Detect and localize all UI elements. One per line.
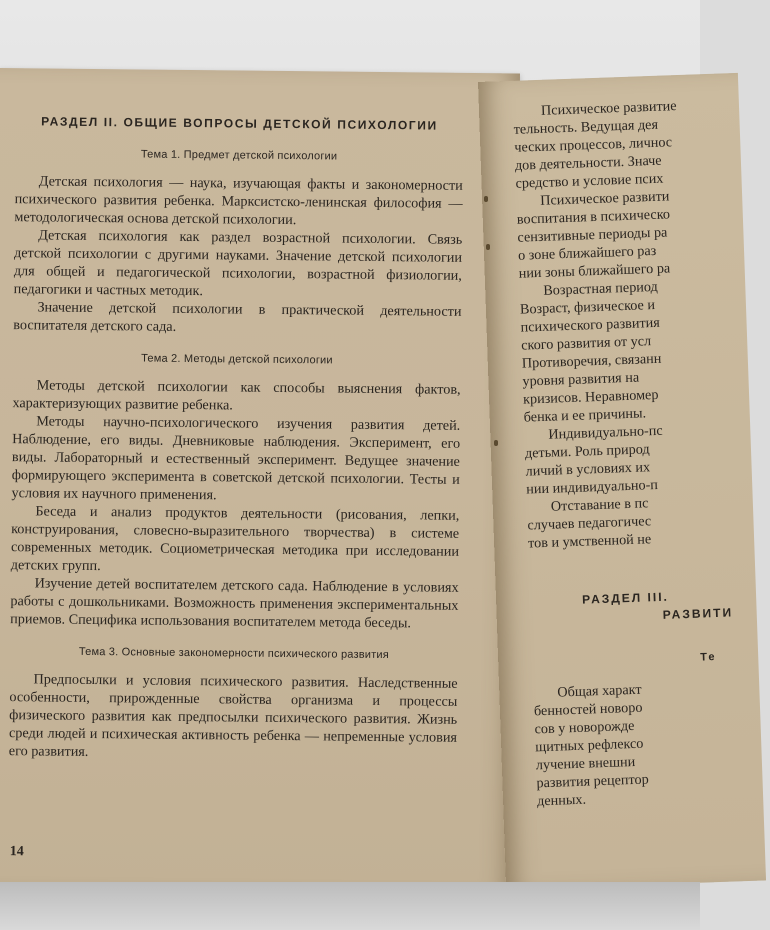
right-line: Противоречия, связанн xyxy=(521,350,662,372)
topic2-title: Тема 2. Методы детской психологии xyxy=(141,352,333,367)
topic2-paragraph: Методы научно-психологического изучения развития детей. Наблюдение, его виды. Дневниковые наблюдения. Эксперимент, его виды. Лабораторный и естественный эксперимент. Ведущее значение формирующего эксперимента в советской детской психологии. Тесты и условия их научного применения. xyxy=(11,413,461,504)
right-line: Индивидуально-пс xyxy=(548,422,663,443)
right-line: личий в условиях их xyxy=(525,459,651,480)
left-page xyxy=(0,68,520,895)
topic3-paragraph: Предпосылки и условия психического развития. Наследственные особенности, прирожденные свойства организма и процессы физического развития как предпосылки психического развития. Жизнь среди людей и психическая активность ребенка — непременные условия его развития. xyxy=(8,671,458,760)
binding-stitch xyxy=(494,440,498,446)
right-line: Общая характ xyxy=(557,681,642,701)
topic2-paragraph: Беседа и анализ продуктов деятельности (рисования, лепки, конструирования, словесно-выразительного творчества) в системе современных методик. Социометрическая методика при исследовании детских групп. xyxy=(10,503,460,575)
right-line: тов и умственной не xyxy=(527,531,652,552)
right-line: дов деятельности. Значе xyxy=(514,152,662,174)
page-number: 14 xyxy=(9,844,24,860)
topic1-paragraph: Детская психология как раздел возрастной психологии. Связь детской психологии с другими науками. Значение детской психологии для общей и педагогической психологии, возрастной физиологии, педагогики и частных методик. xyxy=(13,227,463,300)
binding-stitch xyxy=(486,244,490,250)
table-surface xyxy=(0,882,700,930)
right-line: Психическое развити xyxy=(539,188,670,209)
right-line: ческих процессов, личнос xyxy=(514,134,673,156)
right-section-title-cont: РАЗВИТИ xyxy=(662,605,734,622)
topic2-paragraph: Изучение детей воспитателем детского сада. Наблюдение в условиях работы с дошкольниками. Возможность применения экспериментальных приемов. Специфика использования воспитателем метода беседы. xyxy=(10,575,459,632)
right-line: денных. xyxy=(536,791,587,810)
right-page-text xyxy=(513,95,768,811)
right-line: Возраст, физическое и xyxy=(519,296,656,318)
right-line: уровня развития на xyxy=(522,369,640,390)
right-line: сензитивные периоды ра xyxy=(517,224,668,246)
section-title: РАЗДЕЛ II. ОБЩИЕ ВОПРОСЫ ДЕТСКОЙ ПСИХОЛОГИИ xyxy=(41,114,438,133)
right-line: средство и условие псих xyxy=(515,170,664,192)
right-line: детьми. Роль природ xyxy=(524,441,650,462)
right-line: кризисов. Неравномер xyxy=(522,386,659,408)
right-line: нии индивидуально-п xyxy=(525,476,659,498)
topic1-title: Тема 1. Предмет детской психологии xyxy=(140,148,338,163)
right-line: Психическое развитие xyxy=(540,98,677,119)
right-section-title: РАЗДЕЛ III. xyxy=(581,589,670,607)
topic1-paragraph: Детская психология — наука, изучающая факты и закономерности психического развития ребенка. Марксистско-ленинская философия — методологическая основа детской психологии. xyxy=(14,173,463,229)
topic3-title: Тема 3. Основные закономерности психического развития xyxy=(78,645,389,662)
right-topic-title: Те xyxy=(700,651,717,664)
right-line: психического развития xyxy=(520,314,661,336)
right-line: о зоне ближайшего раз xyxy=(517,242,657,264)
right-line: Возрастная период xyxy=(543,278,659,299)
right-line: воспитания в психическо xyxy=(516,206,671,228)
right-line: лучение внешни xyxy=(535,753,636,774)
right-line: нии зоны ближайшего ра xyxy=(518,260,671,282)
left-page-text xyxy=(9,112,464,765)
right-line: сов у новорожде xyxy=(534,717,635,738)
right-line: развития рецептор xyxy=(536,771,649,792)
right-line: тельность. Ведущая дея xyxy=(513,116,659,138)
right-line: Отставание в пс xyxy=(550,495,649,515)
right-line: ского развития от усл xyxy=(520,333,652,354)
right-line: случаев педагогичес xyxy=(527,513,652,534)
topic2-paragraph: Методы детской психологии как способы выяснения фактов, характеризующих развитие ребенка. xyxy=(12,377,461,414)
binding-stitch xyxy=(484,196,488,202)
topic1-paragraph: Значение детской психологии в практической деятельности воспитателя детского сада. xyxy=(13,299,462,335)
right-line: щитных рефлексо xyxy=(534,735,644,756)
right-page xyxy=(478,73,766,890)
right-line: бенка и ее причины. xyxy=(523,405,647,426)
right-line: бенностей новоро xyxy=(533,699,643,720)
